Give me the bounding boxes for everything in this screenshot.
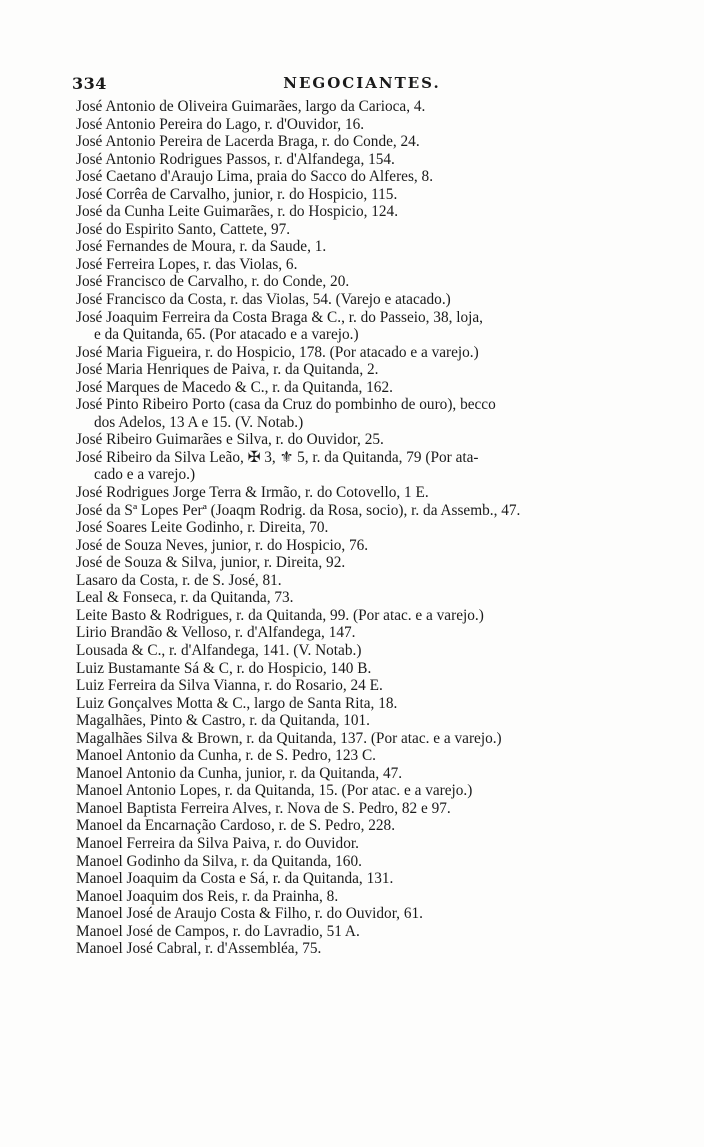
entry-text: José do Espirito Santo, Cattete, 97. [76,220,291,238]
entry-text: Leal & Fonseca, r. da Quitanda, 73. [76,589,294,607]
page-number: 334 [72,74,107,93]
directory-entry [76,624,654,642]
entry-text: José Antonio Pereira do Lago, r. d'Ouvidor, 16. [76,115,365,133]
directory-entry [76,309,654,344]
entry-text: Manoel José de Campos, r. do Lavradio, 51 A. [76,922,360,940]
directory-entry [76,484,654,502]
entry-text: José de Souza Neves, junior, r. do Hospicio, 76. [76,536,369,554]
directory-entry [76,642,654,660]
entry-text: José Joaquim Ferreira da Costa Braga & C., r. do Passeio, 38, loja, [76,308,484,326]
entry-text: Manoel Antonio Lopes, r. da Quitanda, 15. (Por atac. e a varejo.) [76,782,473,800]
directory-entry [76,695,654,713]
entry-text: Lirio Brandão & Velloso, r. d'Alfandega, 147. [76,624,356,642]
entry-text: José Maria Figueira, r. do Hospicio, 178. (Por atacado e a varejo.) [76,343,479,361]
directory-entry [76,168,654,186]
entry-text: José Ribeiro da Silva Leão, ✠ 3, ⚜ 5, r. da Quitanda, 79 (Por ata- [76,448,479,466]
directory-entry [76,519,654,537]
directory-entry [76,431,654,449]
entry-text: Lousada & C., r. d'Alfandega, 141. (V. Notab.) [76,641,362,659]
directory-entry [76,379,654,397]
directory-entry [76,151,654,169]
entry-text: José Caetano d'Araujo Lima, praia do Sacco do Alferes, 8. [76,168,434,186]
directory-entry [76,572,654,590]
directory-entry [76,765,654,783]
directory-entry [76,730,654,748]
entry-text: José Antonio Rodrigues Passos, r. d'Alfandega, 154. [76,150,395,168]
directory-entry [76,449,654,484]
entry-continuation: e da Quitanda, 65. (Por atacado e a varejo.) [94,326,359,344]
entry-text: Luiz Ferreira da Silva Vianna, r. do Rosario, 24 E. [76,677,383,695]
entry-text: José Soares Leite Godinho, r. Direita, 70. [76,519,329,537]
merchant-directory-list [76,98,654,958]
directory-entry [76,238,654,256]
directory-entry [76,291,654,309]
entry-text: Manoel Antonio da Cunha, r. de S. Pedro, 123 C. [76,747,376,765]
directory-entry [76,186,654,204]
entry-text: Manoel Ferreira da Silva Paiva, r. do Ouvidor. [76,834,359,852]
directory-entry [76,712,654,730]
entry-text: Manoel Joaquim dos Reis, r. da Prainha, 8. [76,887,339,905]
entry-text: Magalhães Silva & Brown, r. da Quitanda, 137. (Por atac. e a varejo.) [76,729,502,747]
entry-text: Manoel José Cabral, r. d'Assembléa, 75. [76,940,322,958]
entry-text: José Pinto Ribeiro Porto (casa da Cruz do pombinho de ouro), becco [76,396,496,414]
directory-entry [76,747,654,765]
entry-text: Manoel Antonio da Cunha, junior, r. da Quitanda, 47. [76,764,403,782]
entry-text: Manoel José de Araujo Costa & Filho, r. do Ouvidor, 61. [76,905,423,923]
directory-entry [76,905,654,923]
entry-text: José Fernandes de Moura, r. da Saude, 1. [76,238,327,256]
entry-continuation: cado e a varejo.) [94,466,196,484]
page-header [72,74,652,98]
directory-entry [76,361,654,379]
directory-entry [76,835,654,853]
entry-text: José Francisco de Carvalho, r. do Conde, 20. [76,273,350,291]
directory-entry [76,800,654,818]
entry-text: José Antonio Pereira de Lacerda Braga, r. do Conde, 24. [76,133,420,151]
directory-entry [76,589,654,607]
directory-entry [76,396,654,431]
directory-entry [76,923,654,941]
directory-entry [76,256,654,274]
entry-text: José Ferreira Lopes, r. das Violas, 6. [76,255,298,273]
entry-text: José Antonio de Oliveira Guimarães, largo da Carioca, 4. [76,98,426,115]
entry-text: José Maria Henriques de Paiva, r. da Quitanda, 2. [76,361,379,379]
entry-text: José Corrêa de Carvalho, junior, r. do Hospicio, 115. [76,185,398,203]
directory-entry [76,133,654,151]
directory-entry [76,888,654,906]
entry-text: José de Souza & Silva, junior, r. Direita, 92. [76,554,346,572]
directory-entry [76,502,654,520]
directory-entry [76,203,654,221]
entry-text: Luiz Gonçalves Motta & C., largo de Santa Rita, 18. [76,694,398,712]
entry-text: Manoel Baptista Ferreira Alves, r. Nova de S. Pedro, 82 e 97. [76,799,451,817]
directory-entry [76,870,654,888]
directory-entry [76,940,654,958]
directory-entry [76,782,654,800]
entry-text: Manoel da Encarnação Cardoso, r. de S. Pedro, 228. [76,817,396,835]
entry-text: José da Sª Lopes Perª (Joaqm Rodrig. da Rosa, socio), r. da Assemb., 47. [76,501,521,519]
directory-entry [76,660,654,678]
directory-entry [76,537,654,555]
directory-entry [76,344,654,362]
directory-entry [76,853,654,871]
directory-entry [76,607,654,625]
entry-text: Luiz Bustamante Sá & C, r. do Hospicio, 140 B. [76,659,372,677]
directory-entry [76,817,654,835]
entry-text: Manoel Joaquim da Costa e Sá, r. da Quitanda, 131. [76,870,394,888]
page-title: NEGOCIANTES. [283,74,441,92]
entry-text: José Marques de Macedo & C., r. da Quitanda, 162. [76,378,393,396]
directory-entry [76,273,654,291]
entry-text: Lasaro da Costa, r. de S. José, 81. [76,571,282,589]
directory-entry [76,116,654,134]
entry-text: José Rodrigues Jorge Terra & Irmão, r. do Cotovello, 1 E. [76,484,429,502]
directory-entry [76,677,654,695]
entry-text: Leite Basto & Rodrigues, r. da Quitanda, 99. (Por atac. e a varejo.) [76,606,484,624]
directory-entry [76,221,654,239]
entry-text: José da Cunha Leite Guimarães, r. do Hospicio, 124. [76,203,399,221]
entry-text: Manoel Godinho da Silva, r. da Quitanda, 160. [76,852,362,870]
directory-entry [76,554,654,572]
entry-text: Magalhães, Pinto & Castro, r. da Quitanda, 101. [76,712,370,730]
entry-text: José Francisco da Costa, r. das Violas, 54. (Varejo e atacado.) [76,291,451,309]
entry-text: José Ribeiro Guimarães e Silva, r. do Ouvidor, 25. [76,431,384,449]
directory-entry [76,98,654,116]
entry-continuation: dos Adelos, 13 A e 15. (V. Notab.) [94,413,304,431]
